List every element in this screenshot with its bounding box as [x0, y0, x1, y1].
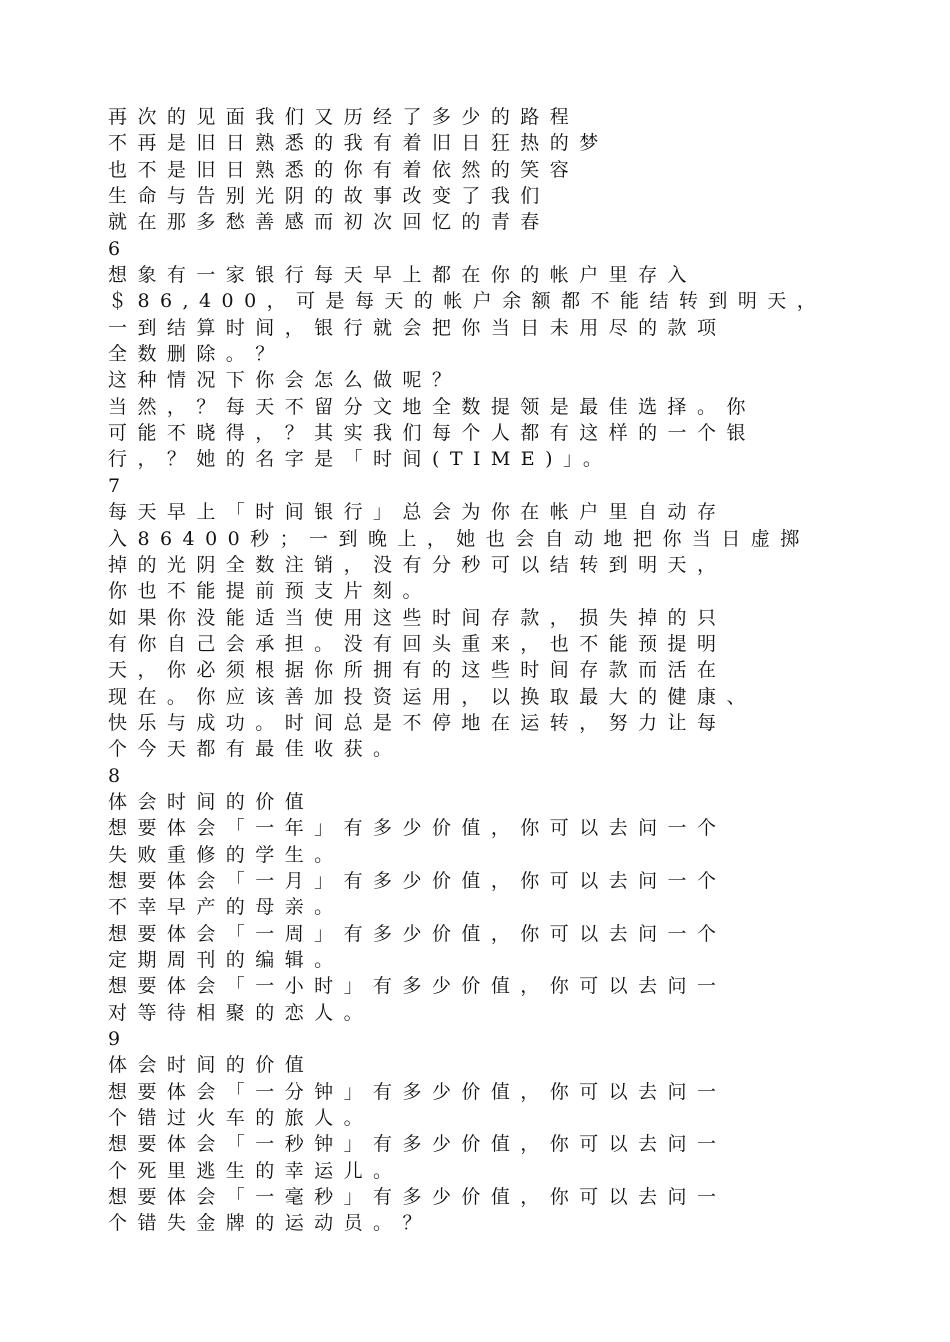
- text-line: 失败重修的学生。: [108, 843, 344, 866]
- text-line: 当然，？每天不留分文地全数提领是最佳选择。你: [108, 395, 756, 418]
- text-line: 可能不晓得，？其实我们每个人都有这样的一个银: [108, 422, 756, 445]
- text-line: 想要体会「一月」有多少价值，你可以去问一个: [108, 869, 727, 892]
- section-number: 6: [108, 237, 121, 260]
- text-line: 想象有一家银行每天早上都在你的帐户里存入: [108, 264, 698, 287]
- text-line: 体会时间的价值: [108, 790, 315, 813]
- text-line: 一到结算时间，银行就会把你当日未用尽的款项: [108, 316, 727, 339]
- text-line: 行，？她的名字是「时间(TIME)」。: [108, 448, 613, 471]
- text-line: 就在那多愁善感而初次回忆的青春: [108, 211, 550, 234]
- text-line: 不再是旧日熟悉的我有着旧日狂热的梦: [108, 132, 609, 155]
- text-line: 全数删除。？: [108, 343, 285, 366]
- text-line: 个死里逃生的幸运儿。: [108, 1159, 403, 1182]
- text-line: 想要体会「一周」有多少价值，你可以去问一个: [108, 922, 727, 945]
- text-line: 个错过火车的旅人。: [108, 1107, 374, 1130]
- text-line: 也不是旧日熟悉的你有着依然的笑容: [108, 158, 580, 181]
- text-line: 个错失金牌的运动员。？: [108, 1212, 432, 1235]
- text-line: 想要体会「一年」有多少价值，你可以去问一个: [108, 817, 727, 840]
- text-line: 想要体会「一分钟」有多少价值，你可以去问一: [108, 1080, 727, 1103]
- section-number: 9: [108, 1028, 121, 1051]
- text-line: 不幸早产的母亲。: [108, 896, 344, 919]
- text-line: 想要体会「一小时」有多少价值，你可以去问一: [108, 975, 727, 998]
- text-line: 定期周刊的编辑。: [108, 949, 344, 971]
- text-line: 现在。你应该善加投资运用，以换取最大的健康、: [108, 685, 756, 708]
- text-line: 生命与告别光阴的故事改变了我们: [108, 185, 550, 208]
- text-line: 体会时间的价值: [108, 1054, 315, 1077]
- text-line: 想要体会「一秒钟」有多少价值，你可以去问一: [108, 1133, 727, 1156]
- text-line: 如果你没能适当使用这些时间存款，损失掉的只: [108, 606, 727, 629]
- section-number: 7: [108, 474, 121, 497]
- text-line: 掉的光阴全数注销，没有分秒可以结转到明天，: [108, 553, 727, 576]
- text-line: 每天早上「时间银行」总会为你在帐户里自动存: [108, 501, 727, 524]
- text-line: 想要体会「一毫秒」有多少价值，你可以去问一: [108, 1186, 727, 1209]
- document-body: [108, 104, 868, 1237]
- text-line: 有你自己会承担。没有回头重来，也不能预提明: [108, 632, 727, 655]
- text-line: 对等待相聚的恋人。: [108, 1001, 374, 1024]
- text-line: 你也不能提前预支片刻。: [108, 580, 432, 603]
- text-line: 入86400秒；一到晚上，她也会自动地把你当日虚掷: [108, 527, 810, 550]
- section-number: 8: [108, 764, 121, 787]
- text-line: ＄86,400，可是每天的帐户余额都不能结转到明天，: [108, 290, 827, 313]
- text-line: 再次的见面我们又历经了多少的路程: [108, 106, 580, 128]
- text-line: 这种情况下你会怎么做呢？: [108, 369, 462, 392]
- text-line: 个今天都有最佳收获。: [108, 738, 403, 761]
- text-line: 天，你必须根据你所拥有的这些时间存款而活在: [108, 659, 727, 682]
- text-line: 快乐与成功。时间总是不停地在运转，努力让每: [108, 711, 727, 734]
